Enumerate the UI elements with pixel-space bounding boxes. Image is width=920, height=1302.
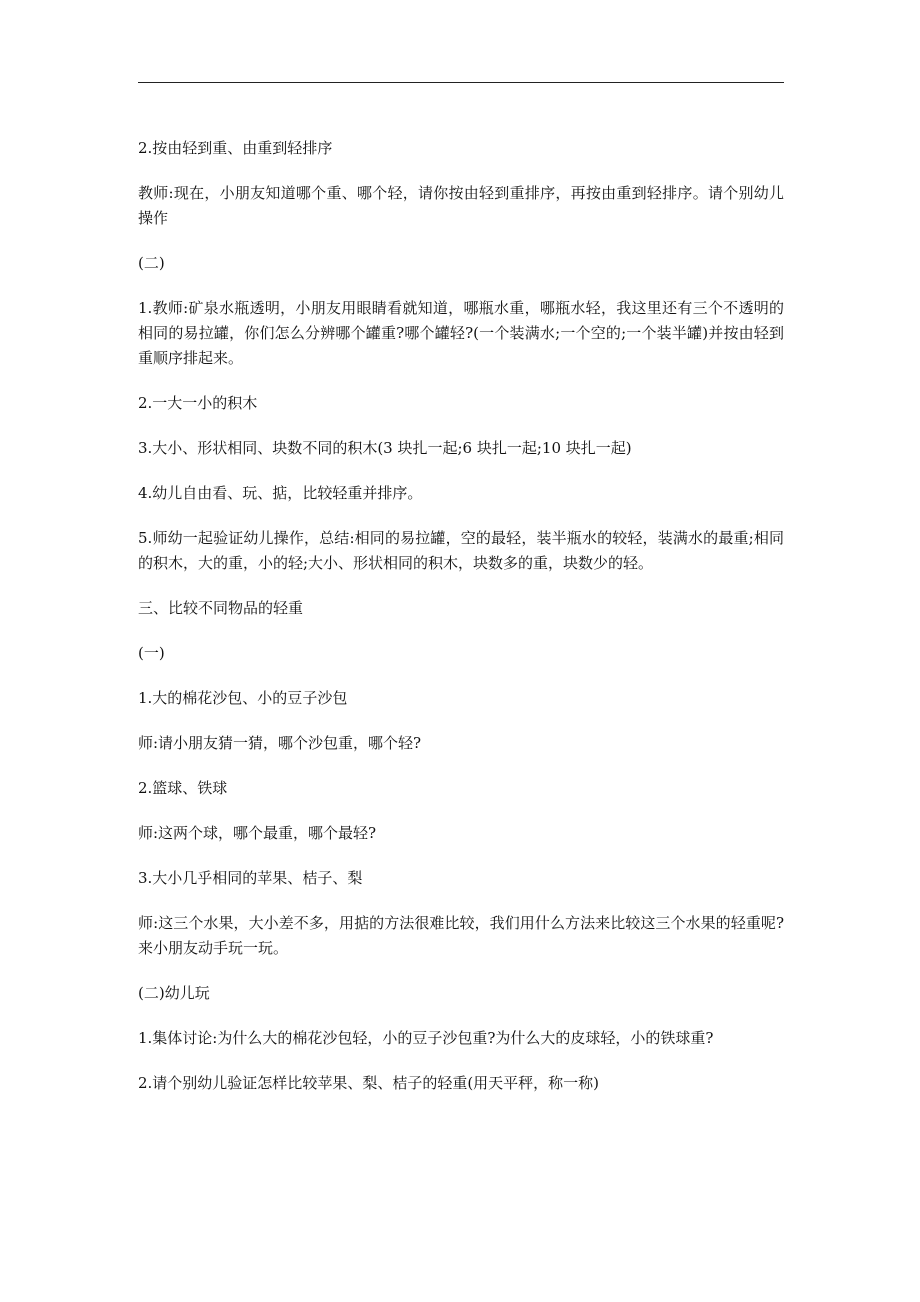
document-body bbox=[138, 136, 784, 1116]
paragraph-fruit-question: 师:这三个水果，大小差不多，用掂的方法很难比较，我们用什么方法来比较这三个水果的轻重呢?来小朋友动手玩一玩。 bbox=[138, 914, 784, 957]
paragraph-blocks-size: 2.一大一小的积木 bbox=[138, 394, 258, 412]
paragraph-sandbags: 1.大的棉花沙包、小的豆子沙包 bbox=[138, 689, 348, 707]
paragraph-section-two: (二) bbox=[138, 254, 165, 272]
paragraph-blocks-count: 3.大小、形状相同、块数不同的积木(3 块扎一起;6 块扎一起;10 块扎一起) bbox=[138, 439, 632, 457]
paragraph-ball-question: 师:这两个球，哪个最重，哪个最轻? bbox=[138, 824, 377, 842]
paragraph-free-play: 4.幼儿自由看、玩、掂，比较轻重并排序。 bbox=[138, 484, 423, 502]
paragraph-sort-heading: 2.按由轻到重、由重到轻排序 bbox=[138, 139, 333, 157]
paragraph-teacher-sort: 教师:现在，小朋友知道哪个重、哪个轻，请你按由轻到重排序，再按由重到轻排序。请个别幼儿操作 bbox=[138, 184, 784, 227]
paragraph-sandbag-question: 师:请小朋友猜一猜，哪个沙包重，哪个轻? bbox=[138, 734, 422, 752]
paragraph-section-three: 三、比较不同物品的轻重 bbox=[138, 599, 304, 617]
paragraph-balls: 2.篮球、铁球 bbox=[138, 779, 228, 797]
paragraph-subsection-one: (一) bbox=[138, 644, 165, 662]
paragraph-discussion: 1.集体讨论:为什么大的棉花沙包轻，小的豆子沙包重?为什么大的皮球轻，小的铁球重? bbox=[138, 1029, 714, 1047]
paragraph-verification: 2.请个别幼儿验证怎样比较苹果、梨、桔子的轻重(用天平秤，称一称) bbox=[138, 1074, 600, 1092]
paragraph-subsection-two: (二)幼儿玩 bbox=[138, 984, 210, 1002]
paragraph-fruits: 3.大小几乎相同的苹果、桔子、梨 bbox=[138, 869, 363, 887]
header-rule bbox=[138, 82, 784, 83]
paragraph-cans: 1.教师:矿泉水瓶透明，小朋友用眼睛看就知道，哪瓶水重，哪瓶水轻，我这里还有三个不透明的相同的易拉罐，你们怎么分辨哪个罐重?哪个罐轻?(一个装满水;一个空的;一个装半罐)并按由轻到重顺序排起来。 bbox=[138, 299, 784, 367]
paragraph-summary: 5.师幼一起验证幼儿操作，总结:相同的易拉罐，空的最轻，装半瓶水的较轻，装满水的最重;相同的积木，大的重，小的轻;大小、形状相同的积木，块数多的重，块数少的轻。 bbox=[138, 529, 784, 572]
